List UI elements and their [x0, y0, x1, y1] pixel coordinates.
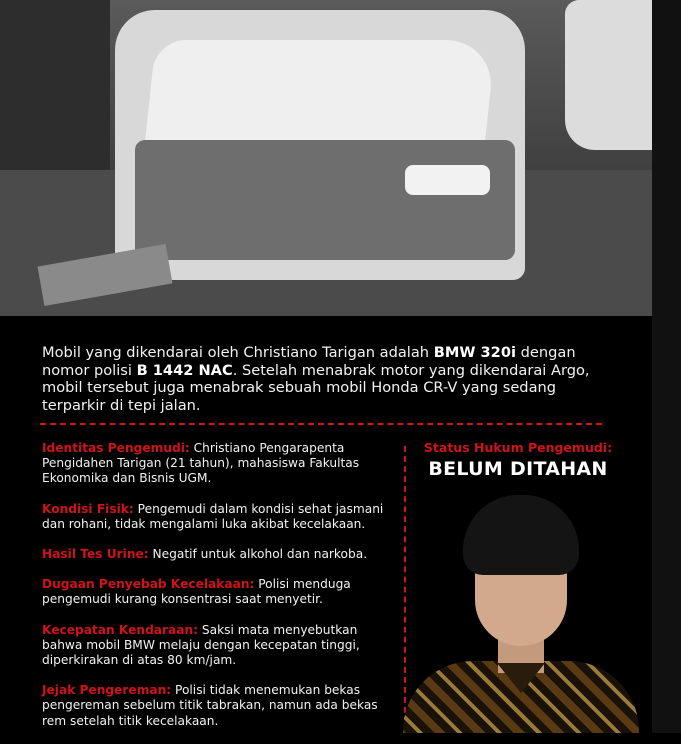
- fact-accident-cause: [42, 577, 390, 607]
- crash-photo: [0, 0, 652, 316]
- fact-label: Kecepatan Kendaraan:: [42, 622, 199, 637]
- driver-portrait: [395, 493, 645, 733]
- fact-label: Kondisi Fisik:: [42, 501, 134, 516]
- fact-text: Christiano Pengarapenta Pengidahen Tarigan (21 tahun), mahasiswa Fakultas Ekonomika dan Bisnis UGM.: [42, 441, 360, 486]
- hair: [463, 495, 579, 575]
- fact-vehicle-speed: [42, 623, 390, 669]
- license-plate: B 1442 NAC: [136, 361, 233, 379]
- crushed-front-bumper: [135, 140, 515, 260]
- legal-status-label: Status Hukum Pengemudi:: [423, 440, 613, 455]
- fact-text: Saksi mata menyebutkan bahwa mobil BMW melaju dengan kecepatan tinggi, diperkirakan di atas 80 km/jam.: [42, 622, 360, 668]
- parked-car: [565, 0, 652, 150]
- fact-label: Dugaan Penyebab Kecelakaan:: [42, 577, 255, 592]
- fact-label: Identitas Pengemudi:: [42, 441, 190, 455]
- legal-status-value: BELUM DITAHAN: [428, 458, 608, 480]
- fact-text: Polisi tidak menemukan bekas pengereman sebelum titik tabrakan, namun ada bekas rem setelah titik kecelakaan.: [42, 683, 378, 728]
- fact-text: Pengemudi dalam kondisi sehat jasmani dan rohani, tidak mengalami luka akibat kecelakaan.: [42, 501, 384, 531]
- facts-list: [42, 441, 390, 744]
- intro-paragraph: [42, 344, 602, 414]
- fact-text: Negatif untuk alkohol dan narkoba.: [148, 547, 368, 562]
- intro-text-2: dengan nomor polisi: [42, 344, 576, 379]
- fact-driver-identity: [42, 441, 390, 487]
- fact-label: Jejak Pengereman:: [42, 683, 172, 698]
- intro-text-3: . Setelah menabrak motor yang dikendarai Argo, mobil tersebut juga menabrak sebuah mobil Honda CR-V yang sedang terparkir di tepi jalan.: [42, 361, 590, 414]
- headlight: [405, 165, 490, 195]
- fact-physical-condition: [42, 502, 390, 532]
- right-edge-strip: [652, 0, 681, 733]
- background-trees: [0, 0, 110, 170]
- fact-urine-test: [42, 547, 390, 562]
- intro-text-1: Mobil yang dikendarai oleh Christiano Tarigan adalah: [42, 344, 434, 361]
- horizontal-divider: [40, 423, 602, 425]
- fact-label: Hasil Tes Urine:: [42, 547, 149, 562]
- crumpled-hood: [144, 40, 496, 150]
- car-model: BMW 320i: [433, 344, 516, 361]
- fact-text: Polisi menduga pengemudi kurang konsentrasi saat menyetir.: [42, 577, 351, 607]
- fact-braking-marks: [42, 683, 390, 729]
